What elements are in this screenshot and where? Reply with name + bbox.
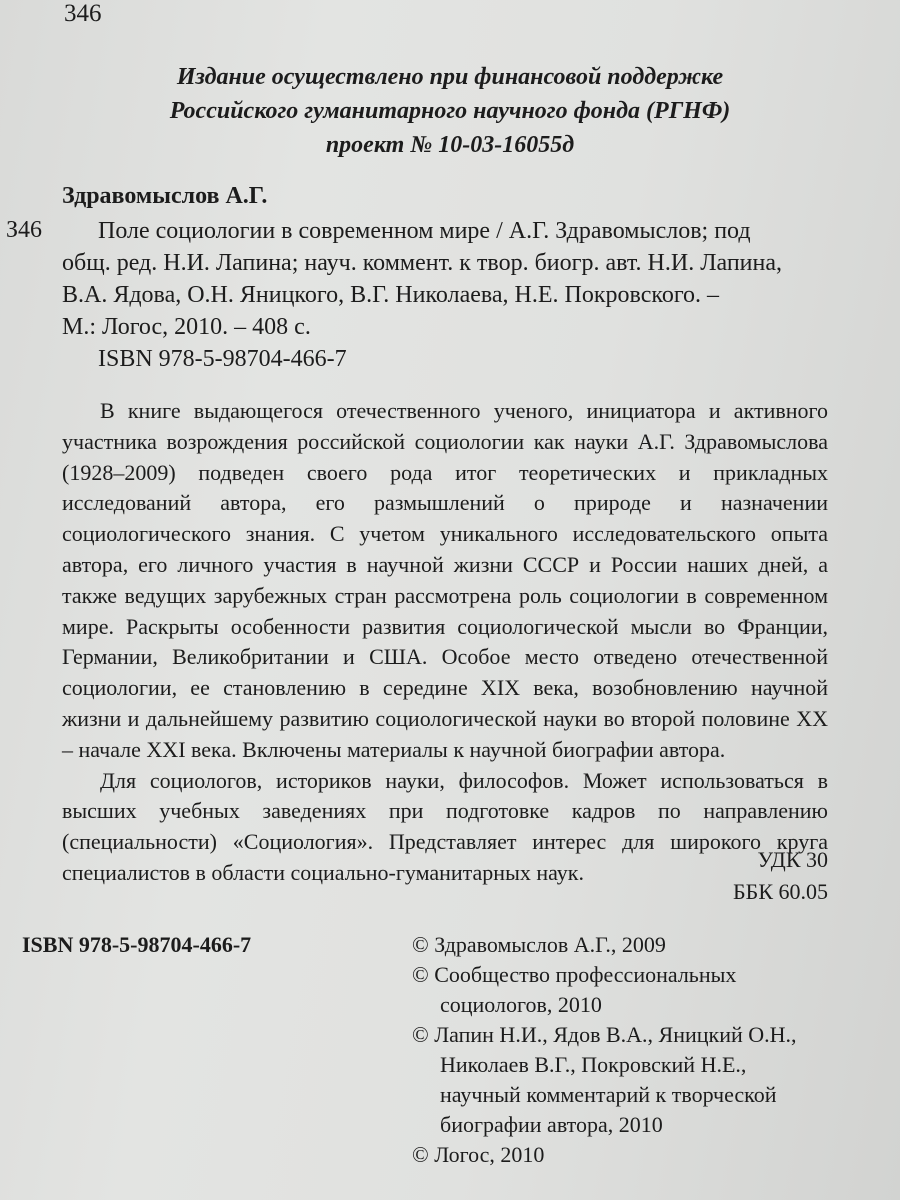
bib-line: Поле социологии в современном мире / А.Г. Здравомыслов; под (98, 218, 751, 244)
page-number: 346 (64, 0, 102, 27)
copyright-item (412, 1020, 832, 1140)
call-number: З46 (6, 217, 43, 243)
annotation-paragraph: В книге выдающегося отечественного ученого, инициатора и активного участника возрождения российской социологии как науки А.Г. Здравомыслова (1928–2009) подведен своего рода итог теоретических и прикладных исследований автора, его размышлений о природе и назначении социологического знания. С учетом уникального исследовательского опыта автора, его личного участия в научной жизни СССР и России наших дней, а также ведущих зарубежных стран рассмотрена роль социологии в современном мире. Раскрыты особенности развития социологической мысли во Франции, Германии, Великобритании и США. Особое место отведено отечественной социологии, ее становлению в середине XIX века, возобновлению научной жизни и дальнейшему развитию социологической науки во второй половине XX – начале XXI века. Включены материалы к научной биографии автора. (62, 398, 828, 762)
isbn-bottom: ISBN 978-5-98704-466-7 (22, 932, 252, 957)
copyright-line: © Здравомыслов А.Г., 2009 (412, 932, 666, 957)
copyright-line: научный комментарий к творческой (440, 1082, 777, 1107)
annotation (62, 396, 828, 889)
copyright-line: © Логос, 2010 (412, 1142, 545, 1167)
copyright-line: биографии автора, 2010 (440, 1112, 663, 1137)
bib-line: М.: Логос, 2010. – 408 с. (62, 314, 311, 340)
copyright-item (412, 930, 832, 960)
copyright-line: социологов, 2010 (440, 992, 602, 1017)
bib-line: В.А. Ядова, О.Н. Яницкого, В.Г. Николаева, Н.Е. Покровского. – (62, 282, 720, 308)
bibliographic-record (62, 215, 828, 375)
udk-code: УДК 30 (757, 847, 828, 872)
copyright-item (412, 960, 832, 1020)
funding-project-number: проект № 10-03-16055д (325, 132, 575, 158)
copyright-item (412, 1140, 832, 1170)
funding-notice (60, 60, 840, 162)
bib-line: общ. ред. Н.И. Лапина; науч. коммент. к твор. биогр. авт. Н.И. Лапина, (62, 250, 782, 276)
author-heading: Здравомыслов А.Г. (62, 183, 268, 209)
funding-line: Издание осуществлено при финансовой поддержке (176, 64, 724, 90)
bbk-code: ББК 60.05 (733, 879, 828, 904)
funding-line: Российского гуманитарного научного фонда (РГНФ) (169, 98, 731, 124)
bib-isbn: ISBN 978-5-98704-466-7 (98, 346, 347, 372)
copyright-line: Николаев В.Г., Покровский Н.Е., (440, 1052, 747, 1077)
copyright-line: © Сообщество профессиональных (412, 962, 737, 987)
classification-codes (733, 844, 828, 908)
copyright-line: © Лапин Н.И., Ядов В.А., Яницкий О.Н., (412, 1022, 797, 1047)
copyright-block (412, 930, 832, 1170)
annotation-paragraph: Для социологов, историков науки, философов. Может использоваться в высших учебных заведениях при подготовке кадров по направлению (специальности) «Социология». Представляет интерес для широкого круга специалистов в области социально-гуманитарных наук. (62, 767, 828, 885)
